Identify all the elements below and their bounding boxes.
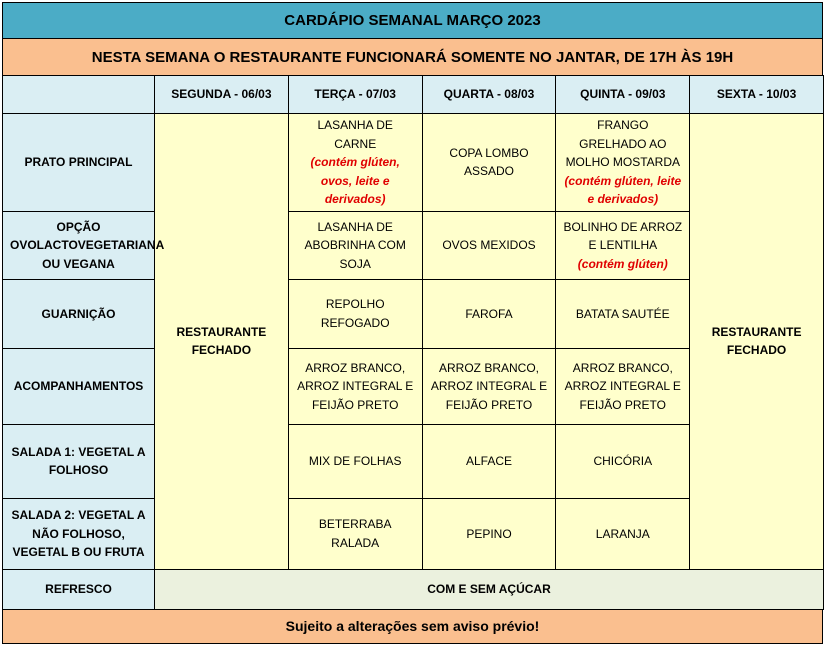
dish-name: LASANHA DE CARNE [317, 118, 393, 151]
refresco-value-cell: COM E SEM AÇÚCAR [155, 569, 824, 609]
cell-quinta-opcao [556, 211, 690, 279]
corner-cell [3, 76, 155, 114]
row-label-guarnicao: GUARNIÇÃO [3, 279, 155, 348]
dish-name: BETERRABA RALADA [318, 517, 392, 550]
dish-name: BATATA SAUTÉE [575, 306, 670, 321]
dish-name: CHICÓRIA [593, 454, 653, 469]
row-label-acompanhamentos: ACOMPANHAMENTOS [3, 348, 155, 424]
dish-name: PEPINO [466, 526, 512, 541]
dish-name: ALFACE [465, 454, 512, 469]
day-header-quinta: QUINTA - 09/03 [556, 76, 690, 114]
row-label-refresco: REFRESCO [3, 569, 155, 609]
cell-quarta-prato [422, 114, 556, 212]
cell-quarta-opcao [422, 211, 556, 279]
day-header-quarta: QUARTA - 08/03 [422, 76, 556, 114]
allergen-note: (contém glúten, ovos, leite e derivados) [310, 155, 400, 207]
cell-quinta-acompanhamentos [556, 348, 690, 424]
cell-quinta-guarnicao [556, 279, 690, 348]
day-header-segunda: SEGUNDA - 06/03 [155, 76, 289, 114]
cell-quarta-salada2 [422, 498, 556, 569]
allergen-note: (contém glúten, leite e derivados) [564, 173, 682, 207]
cell-quarta-acompanhamentos [422, 348, 556, 424]
notice-text: NESTA SEMANA O RESTAURANTE FUNCIONARÁ SOMENTE NO JANTAR, DE 17H ÀS 19H [91, 48, 734, 66]
day-header-sexta: SEXTA - 10/03 [690, 76, 824, 114]
dish-name: REPOLHO REFOGADO [320, 297, 390, 330]
dish-name: BOLINHO DE ARROZ E LENTILHA [563, 219, 683, 253]
footer-text: Sujeito a alterações sem aviso prévio! [285, 618, 540, 635]
cell-quarta-salada1 [422, 424, 556, 498]
cell-terca-salada2 [288, 498, 422, 569]
cell-terca-salada1 [288, 424, 422, 498]
row-prato-principal [3, 114, 824, 212]
cell-quarta-guarnicao [422, 279, 556, 348]
cell-terca-prato [288, 114, 422, 212]
dish-name: LARANJA [595, 526, 650, 541]
page-title: CARDÁPIO SEMANAL MARÇO 2023 [284, 12, 541, 29]
dish-name: ARROZ BRANCO, ARROZ INTEGRAL E FEIJÃO PRETO [430, 360, 548, 412]
dish-name: COPA LOMBO ASSADO [449, 145, 529, 179]
cell-quinta-prato [556, 114, 690, 212]
cell-terca-guarnicao [288, 279, 422, 348]
monday-closed-cell: RESTAURANTE FECHADO [155, 114, 289, 570]
dish-name: ARROZ BRANCO, ARROZ INTEGRAL E FEIJÃO PRETO [297, 360, 414, 412]
footer-banner [2, 609, 823, 644]
friday-closed-cell: RESTAURANTE FECHADO [690, 114, 824, 570]
dish-name: ARROZ BRANCO, ARROZ INTEGRAL E FEIJÃO PRETO [564, 360, 681, 412]
notice-banner [2, 38, 823, 76]
allergen-note: (contém glúten) [577, 256, 668, 271]
row-label-salada2: SALADA 2: VEGETAL A NÃO FOLHOSO, VEGETAL B OU FRUTA [3, 498, 155, 569]
row-label-salada1: SALADA 1: VEGETAL A FOLHOSO [3, 424, 155, 498]
row-refresco [3, 569, 824, 609]
cell-terca-opcao [288, 211, 422, 279]
cell-terca-acompanhamentos [288, 348, 422, 424]
title-banner [2, 2, 823, 39]
row-label-opcao: OPÇÃO OVOLACTOVEGETARIANA OU VEGANA [3, 211, 155, 279]
dish-name: FRANGO GRELHADO AO MOLHO MOSTARDA [565, 118, 681, 170]
dish-name: FAROFA [465, 306, 513, 321]
cell-quinta-salada2 [556, 498, 690, 569]
header-row [3, 76, 824, 114]
dish-name: MIX DE FOLHAS [308, 454, 402, 469]
cell-quinta-salada1 [556, 424, 690, 498]
dish-name: LASANHA DE ABOBRINHA COM SOJA [304, 219, 406, 271]
dish-name: OVOS MEXIDOS [442, 238, 536, 253]
menu-table [2, 75, 824, 610]
day-header-terca: TERÇA - 07/03 [288, 76, 422, 114]
row-label-prato-principal: PRATO PRINCIPAL [3, 114, 155, 212]
